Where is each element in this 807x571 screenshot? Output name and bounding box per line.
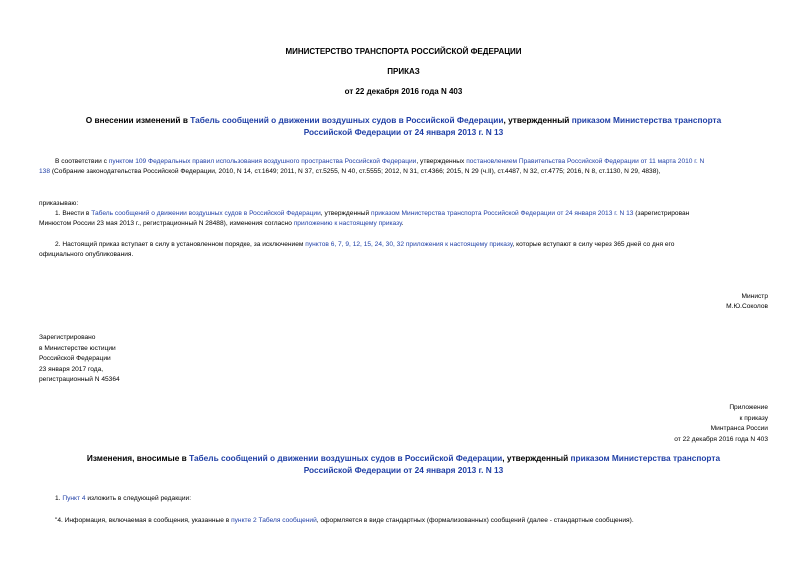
item1-text-5: . [401,220,404,227]
item2-text-2: , которые вступают в силу через 365 дней со дня его [512,241,675,248]
change1-quote-link[interactable]: пункте 2 Табеля сообщений [231,517,317,524]
registration-line: 23 января 2017 года, [39,365,104,373]
item1-link-tabel[interactable]: Табель сообщений о движении воздушных судов в Российской Федерации [91,210,321,217]
preamble-link-rules[interactable]: пунктом 109 Федеральных правил использования воздушного пространства Российской Федерации [108,158,417,165]
title-link-order[interactable]: приказом Министерства транспорта [571,115,722,125]
order-title-line2 [0,126,807,138]
registration-line: регистрационный N 45364 [39,376,120,383]
orders-word: приказываю: [39,200,79,207]
preamble-link-resolution[interactable]: постановлением Правительства Российской Федерации от 11 марта 2010 г. N [466,158,705,165]
item2-text-1: 2. Настоящий приказ вступает в силу в установленном порядке, за исключением [55,241,306,248]
preamble-line1 [39,157,769,168]
item1-text-2: , утвержденный [320,210,371,217]
item1-line1 [55,209,769,220]
change1-link-point4[interactable]: Пункт 4 [62,495,86,502]
change1-line [55,494,191,505]
title-text-2: , утвержденный [503,115,572,125]
item2-link-points[interactable]: пунктов 6, 7, 9, 12, 15, 24, 30, 32 приложения к настоящему приказу [305,241,513,248]
appendix-title-link-tabel[interactable]: Табель сообщений о движении воздушных судов в Российской Федерации [189,453,503,463]
title-link-tabel[interactable]: Табель сообщений о движении воздушных судов в Российской Федерации [190,115,504,125]
item2-line1 [55,240,769,251]
preamble-link-number[interactable]: 138 [39,168,51,175]
item2-line2: официального опубликования. [39,251,134,258]
appendix-header-line: от 22 декабря 2016 года N 403 [674,435,768,443]
preamble-line2 [39,167,769,178]
title-text-1: О внесении изменений в [85,115,191,125]
change1-quote [55,516,769,527]
preamble-text-3: (Собрание законодательства Российской Федерации, 2010, N 14, ст.1649; 2011, N 37, ст.5255, N 40, ст.5555; 2012, N 31, ст.4366; 2015, N 29 (ч.II), ст.4487, N 32, ст.4775; 2016, N 8, ст.1130, N 29, 4838), [50,168,661,175]
appendix-header-line: Минтранса России [710,425,768,432]
appendix-title-link-order-date[interactable]: Российской Федерации от 24 января 2013 г. N 13 [303,465,504,475]
appendix-title-text-2: , утвержденный [502,453,571,463]
change1-quote-text-2: , оформляется в виде стандартных (формализованных) сообщений (далее - стандартные сообщения). [316,517,634,524]
item1-text-3: (зарегистрирован [633,210,690,217]
change1-text-2: изложить в следующей редакции: [85,495,192,502]
item1-line2 [39,219,769,230]
appendix-title-line1 [0,452,807,464]
item1-text-4: Минюстом России 23 мая 2013 г., регистрационный N 28488), изменения согласно [39,220,294,227]
doc-type-heading: ПРИКАЗ [387,67,420,76]
appendix-title-link-order[interactable]: приказом Министерства транспорта [570,453,721,463]
item1-link-order[interactable]: приказом Министерства транспорта Российской Федерации от 24 января 2013 г. N 13 [371,210,634,217]
change1-text-1: 1. [55,495,63,502]
registration-line: Зарегистрировано [39,334,96,341]
registration-line: Российской Федерации [39,355,111,362]
order-title-line1 [0,114,807,126]
registration-line: в Министерстве юстиции [39,344,116,352]
registration-block [39,333,120,386]
change1-quote-text-1: "4. Информация, включаемая в сообщения, указанные в [55,517,232,524]
appendix-header-line: Приложение [729,404,768,411]
appendix-title-text-1: Изменения, вносимые в [86,453,190,463]
preamble-text-2: , утвержденных [416,158,467,165]
appendix-header-line: к приказу [739,414,768,422]
appendix-title-line2 [0,464,807,476]
signature-name: М.Ю.Соколов [726,303,768,310]
title-link-order-date[interactable]: Российской Федерации от 24 января 2013 г. N 13 [303,127,504,137]
preamble-text-1: В соответствии с [55,158,109,165]
appendix-header [674,403,768,445]
item1-text-1: 1. Внести в [55,210,92,217]
signature-position: Министр [741,293,768,300]
ministry-heading: МИНИСТЕРСТВО ТРАНСПОРТА РОССИЙСКОЙ ФЕДЕРАЦИИ [285,47,522,56]
order-date-number: от 22 декабря 2016 года N 403 [344,87,463,96]
item1-link-appendix[interactable]: приложению к настоящему приказу [293,220,402,227]
